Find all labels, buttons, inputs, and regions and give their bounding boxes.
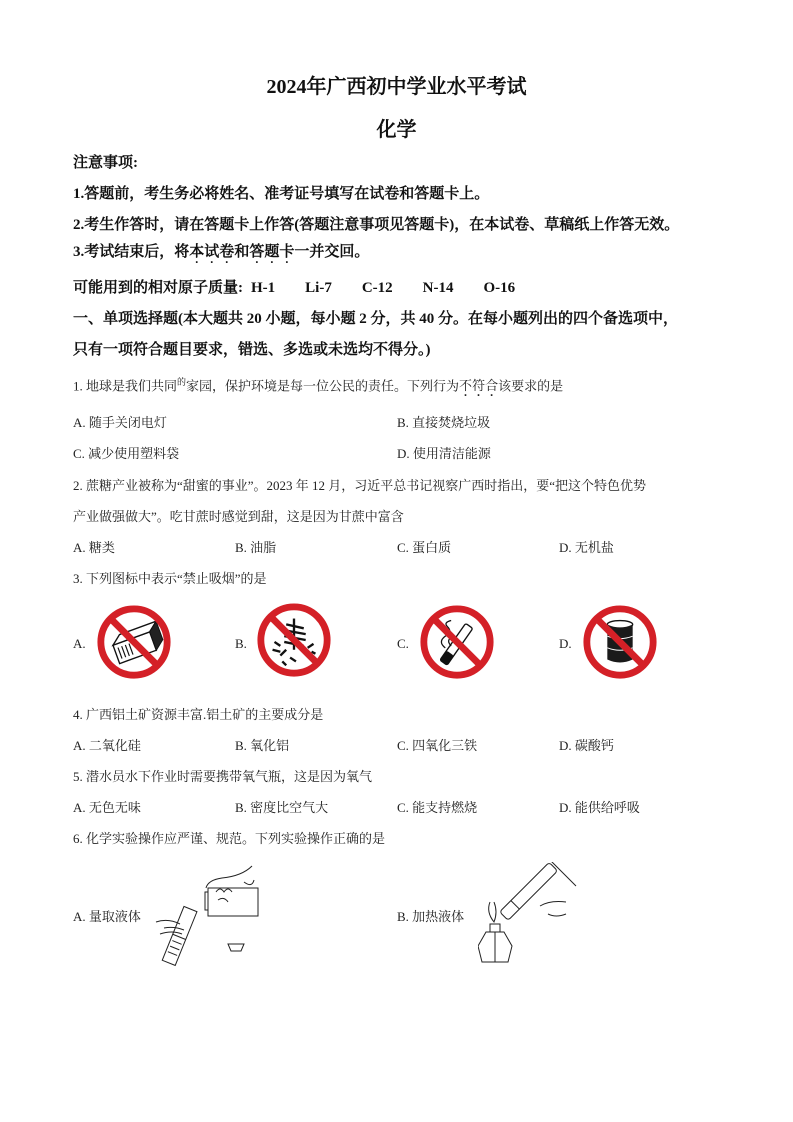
question-4: 4. 广西铝土矿资源丰富.铝土矿的主要成分是 [73,707,324,722]
q5-option-c: C. 能支持燃烧 [397,800,478,815]
q1-option-d: D. 使用清洁能源 [397,446,491,461]
heating-liquid-figure [478,862,578,968]
q4-option-b: B. 氧化铝 [235,738,290,753]
subject-title: 化学 [376,119,417,141]
question-5: 5. 潜水员水下作业时需要携带氧气瓶，这是因为氧气 [73,769,373,784]
q2-option-a: A. 糖类 [73,540,115,555]
note-item-2: 2.考生作答时，请在答题卡上作答(答题注意事项见答题卡)，在本试卷、草稿纸上作答无效。 [73,217,680,233]
page-title: 2024年广西初中学业水平考试 [266,76,527,98]
q1-option-a: A. 随手关闭电灯 [73,415,167,430]
q4-option-d: D. 碳酸钙 [559,738,614,753]
q3-option-a-label: A. [73,636,86,651]
no-flammable-barrel-sign-icon [581,603,659,681]
atomic-mass-line: 可能用到的相对原子质量: H-1 Li-7 C-12 N-14 O-16 [73,276,545,297]
q5-option-b: B. 密度比空气大 [235,800,329,815]
no-smoking-sign-icon [418,603,496,681]
question-1: 1. 地球是我们共同$^的$家园，保护环境是每一位公民的责任。下列行为不符合该要求的是 [73,377,564,394]
q2-option-b: B. 油脂 [235,540,277,555]
measuring-liquid-figure [152,862,270,968]
no-fireworks-sign-icon [255,601,333,679]
q2-option-c: C. 蛋白质 [397,540,452,555]
section-heading-line1: 一、单项选择题(本大题共 20 小题，每小题 2 分，共 40 分。在每小题列出的四个备选项中， [73,311,678,327]
question-3: 3. 下列图标中表示“禁止吸烟”的是 [73,571,267,586]
q3-option-d-label: D. [559,636,572,651]
note-item-3: 3.考试结束后，将本试卷和答题卡一并交回。 [73,244,370,260]
question-6: 6. 化学实验操作应严谨、规范。下列实验操作正确的是 [73,831,386,846]
q1-option-b: B. 直接焚烧垃圾 [397,415,491,430]
q2-option-d: D. 无机盐 [559,540,614,555]
q1-option-c: C. 减少使用塑料袋 [73,446,180,461]
note-item-1: 1.答题前，考生务必将姓名、准考证号填写在试卷和答题卡上。 [73,186,490,202]
question-2-line2: 产业做强做大”。吃甘蔗时感觉到甜，这是因为甘蔗中富含 [73,509,404,524]
q5-option-d: D. 能供给呼吸 [559,800,640,815]
notes-heading: 注意事项: [73,155,138,171]
q3-option-b-label: B. [235,636,247,651]
q4-option-c: C. 四氧化三铁 [397,738,478,753]
q3-option-c-label: C. [397,636,409,651]
section-heading-line2: 只有一项符合题目要求，错选、多选或未选均不得分。) [73,342,431,358]
no-matches-sign-icon [95,603,173,681]
q4-option-a: A. 二氧化硅 [73,738,141,753]
q6-option-b: B. 加热液体 [397,909,465,924]
q5-option-a: A. 无色无味 [73,800,141,815]
q6-option-a: A. 量取液体 [73,909,141,924]
question-2-line1: 2. 蔗糖产业被称为“甜蜜的事业”。2023 年 12 月，习近平总书记视察广西时指出，要“把这个特色优势 [73,478,647,493]
atomic-mass-label: 可能用到的相对原子质量: [73,280,243,296]
